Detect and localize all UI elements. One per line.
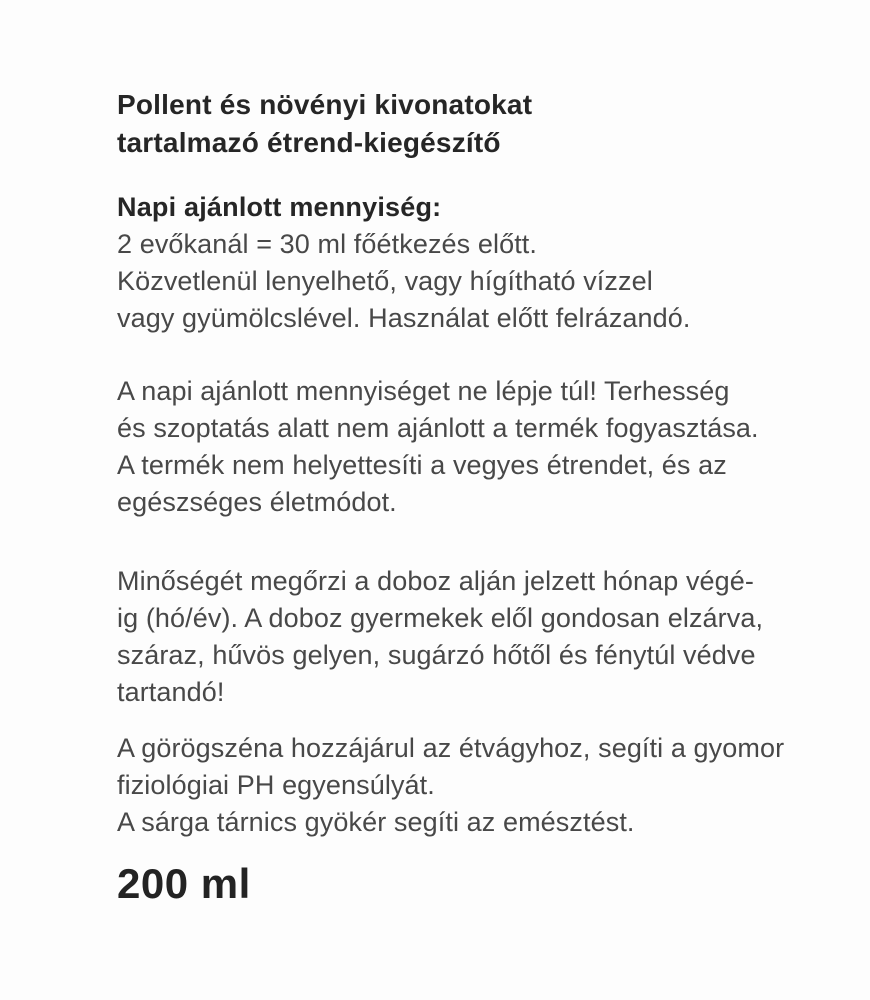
product-title — [117, 86, 817, 162]
dosage-text-line: Közvetlenül lenyelhető, vagy hígítható vízzel — [117, 266, 653, 296]
warning-text-line: egészséges életmódot. — [117, 487, 397, 517]
dosage-section — [117, 189, 817, 337]
warning-section — [117, 373, 817, 521]
storage-text-line: tartandó! — [117, 677, 225, 707]
benefits-text-line: A görögszéna hozzájárul az étvágyhoz, segíti a gyomor — [117, 733, 785, 763]
volume-label: 200 ml — [117, 860, 251, 907]
product-title-line: tartalmazó étrend-kiegészítő — [117, 127, 501, 158]
warning-text-line: A napi ajánlott mennyiséget ne lépje túl! Terhesség — [117, 376, 730, 406]
dosage-text-line: 2 evőkanál = 30 ml főétkezés előtt. — [117, 229, 537, 259]
product-title-line: Pollent és növényi kivonatokat — [117, 89, 533, 120]
benefits-section — [117, 730, 817, 841]
warning-text-line: A termék nem helyettesíti a vegyes étrendet, és az — [117, 450, 727, 480]
storage-text-line: Minőségét megőrzi a doboz alján jelzett hónap végé- — [117, 566, 754, 596]
dosage-text-line: vagy gyümölcslével. Használat előtt felrázandó. — [117, 303, 691, 333]
storage-text-line: ig (hó/év). A doboz gyermekek elől gondosan elzárva, — [117, 603, 764, 633]
dosage-heading: Napi ajánlott mennyiség: — [117, 192, 442, 222]
product-label — [117, 86, 817, 907]
benefits-text-line: fiziológiai PH egyensúlyát. — [117, 770, 435, 800]
storage-text-line: száraz, hűvös gelyen, sugárzó hőtől és fénytúl védve — [117, 640, 756, 670]
storage-section — [117, 563, 817, 711]
benefits-text-line: A sárga tárnics gyökér segíti az emésztést. — [117, 807, 635, 837]
warning-text-line: és szoptatás alatt nem ajánlott a termék fogyasztása. — [117, 413, 759, 443]
